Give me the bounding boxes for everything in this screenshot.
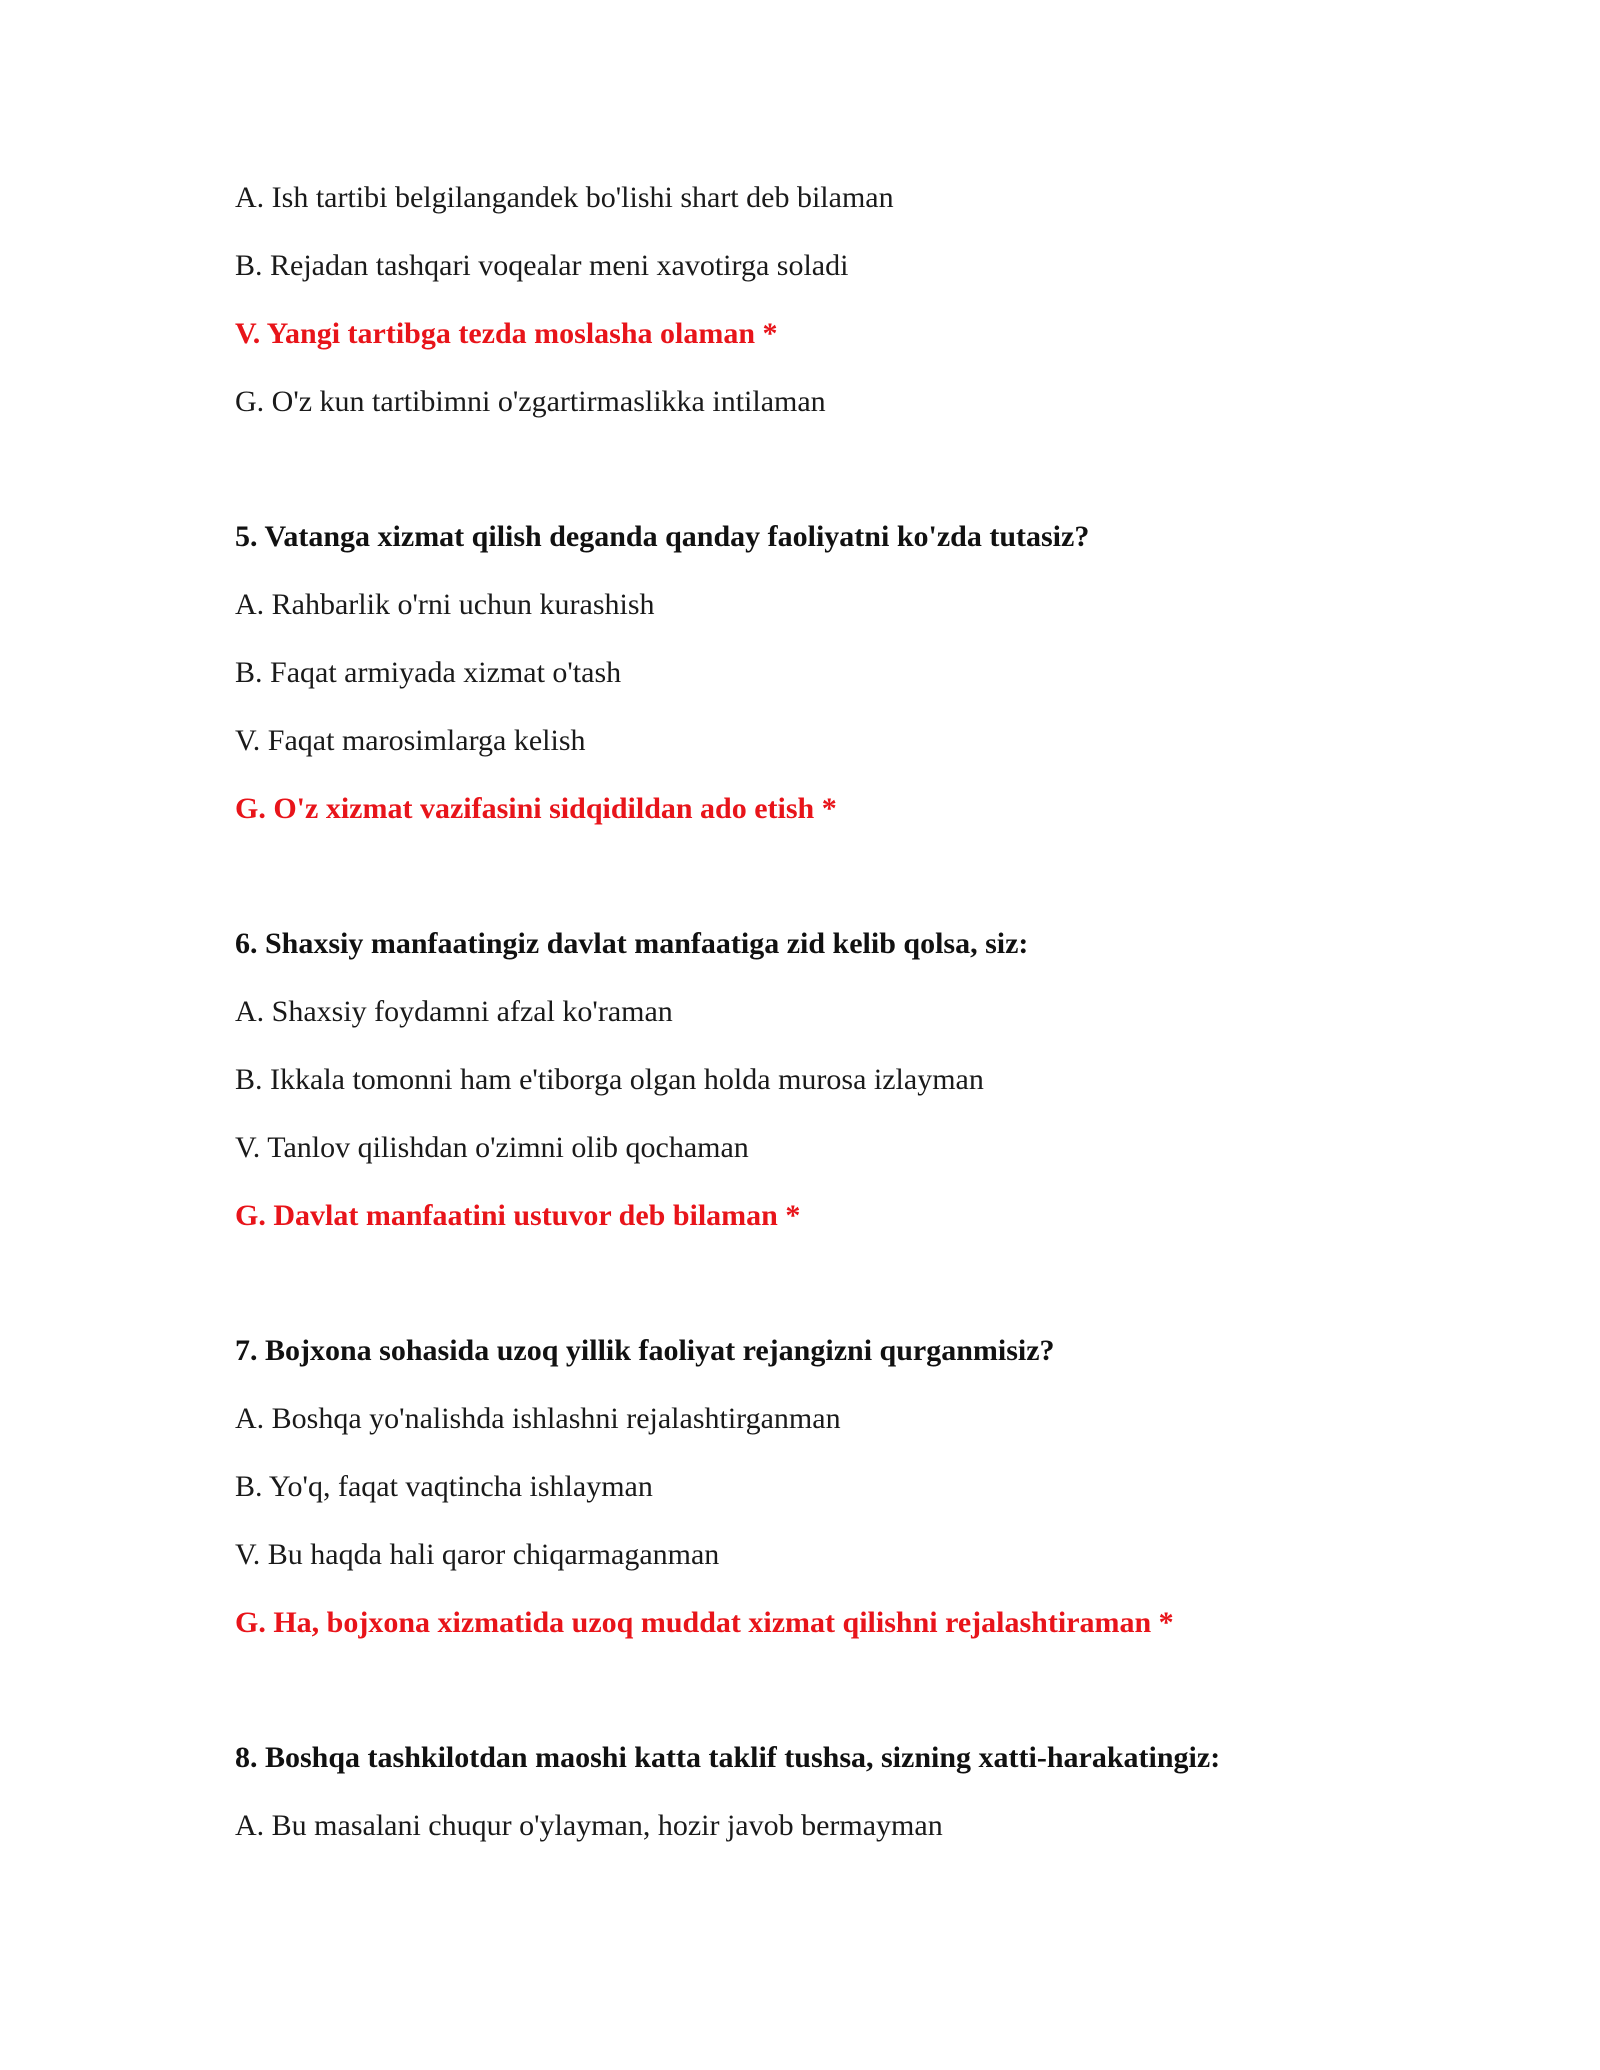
option-g-correct: G. Davlat manfaatini ustuvor deb bilaman * [235, 1199, 801, 1232]
question-8-title: 8. Boshqa tashkilotdan maoshi katta taklif tushsa, sizning xatti-harakatingiz: [235, 1741, 1221, 1774]
option-a: A. Ish tartibi belgilangandek bo'lishi shart deb bilaman [235, 181, 894, 214]
option-g: G. O'z kun tartibimni o'zgartirmaslikka intilaman [235, 385, 826, 418]
option-v: V. Tanlov qilishdan o'zimni olib qochaman [235, 1131, 749, 1164]
option-v-correct: V. Yangi tartibga tezda moslasha olaman * [235, 317, 778, 350]
option-g-correct: G. O'z xizmat vazifasini sidqidildan ado etish * [235, 792, 837, 825]
page-content [235, 178, 1435, 1874]
option-g-correct: G. Ha, bojxona xizmatida uzoq muddat xizmat qilishni rejalashtiraman * [235, 1606, 1174, 1639]
question-6-title: 6. Shaxsiy manfaatingiz davlat manfaatiga zid kelib qolsa, siz: [235, 927, 1029, 960]
option-a: A. Shaxsiy foydamni afzal ko'raman [235, 995, 673, 1028]
option-b: B. Faqat armiyada xizmat o'tash [235, 656, 622, 689]
option-v: V. Bu haqda hali qaror chiqarmaganman [235, 1538, 720, 1571]
option-a: A. Rahbarlik o'rni uchun kurashish [235, 588, 655, 621]
option-v: V. Faqat marosimlarga kelish [235, 724, 586, 757]
question-7-title: 7. Bojxona sohasida uzoq yillik faoliyat rejangizni qurganmisiz? [235, 1334, 1055, 1367]
question-block-prev [235, 178, 1435, 422]
question-block-7 [235, 1331, 1435, 1643]
option-a: A. Boshqa yo'nalishda ishlashni rejalashtirganman [235, 1402, 841, 1435]
question-5-title: 5. Vatanga xizmat qilish deganda qanday faoliyatni ko'zda tutasiz? [235, 520, 1090, 553]
question-block-5 [235, 517, 1435, 829]
option-b: B. Ikkala tomonni ham e'tiborga olgan holda murosa izlayman [235, 1063, 984, 1096]
question-block-6 [235, 924, 1435, 1236]
question-block-8 [235, 1738, 1435, 1846]
option-a: A. Bu masalani chuqur o'ylayman, hozir javob bermayman [235, 1809, 943, 1842]
option-b: B. Rejadan tashqari voqealar meni xavotirga soladi [235, 249, 849, 282]
option-b: B. Yo'q, faqat vaqtincha ishlayman [235, 1470, 653, 1503]
